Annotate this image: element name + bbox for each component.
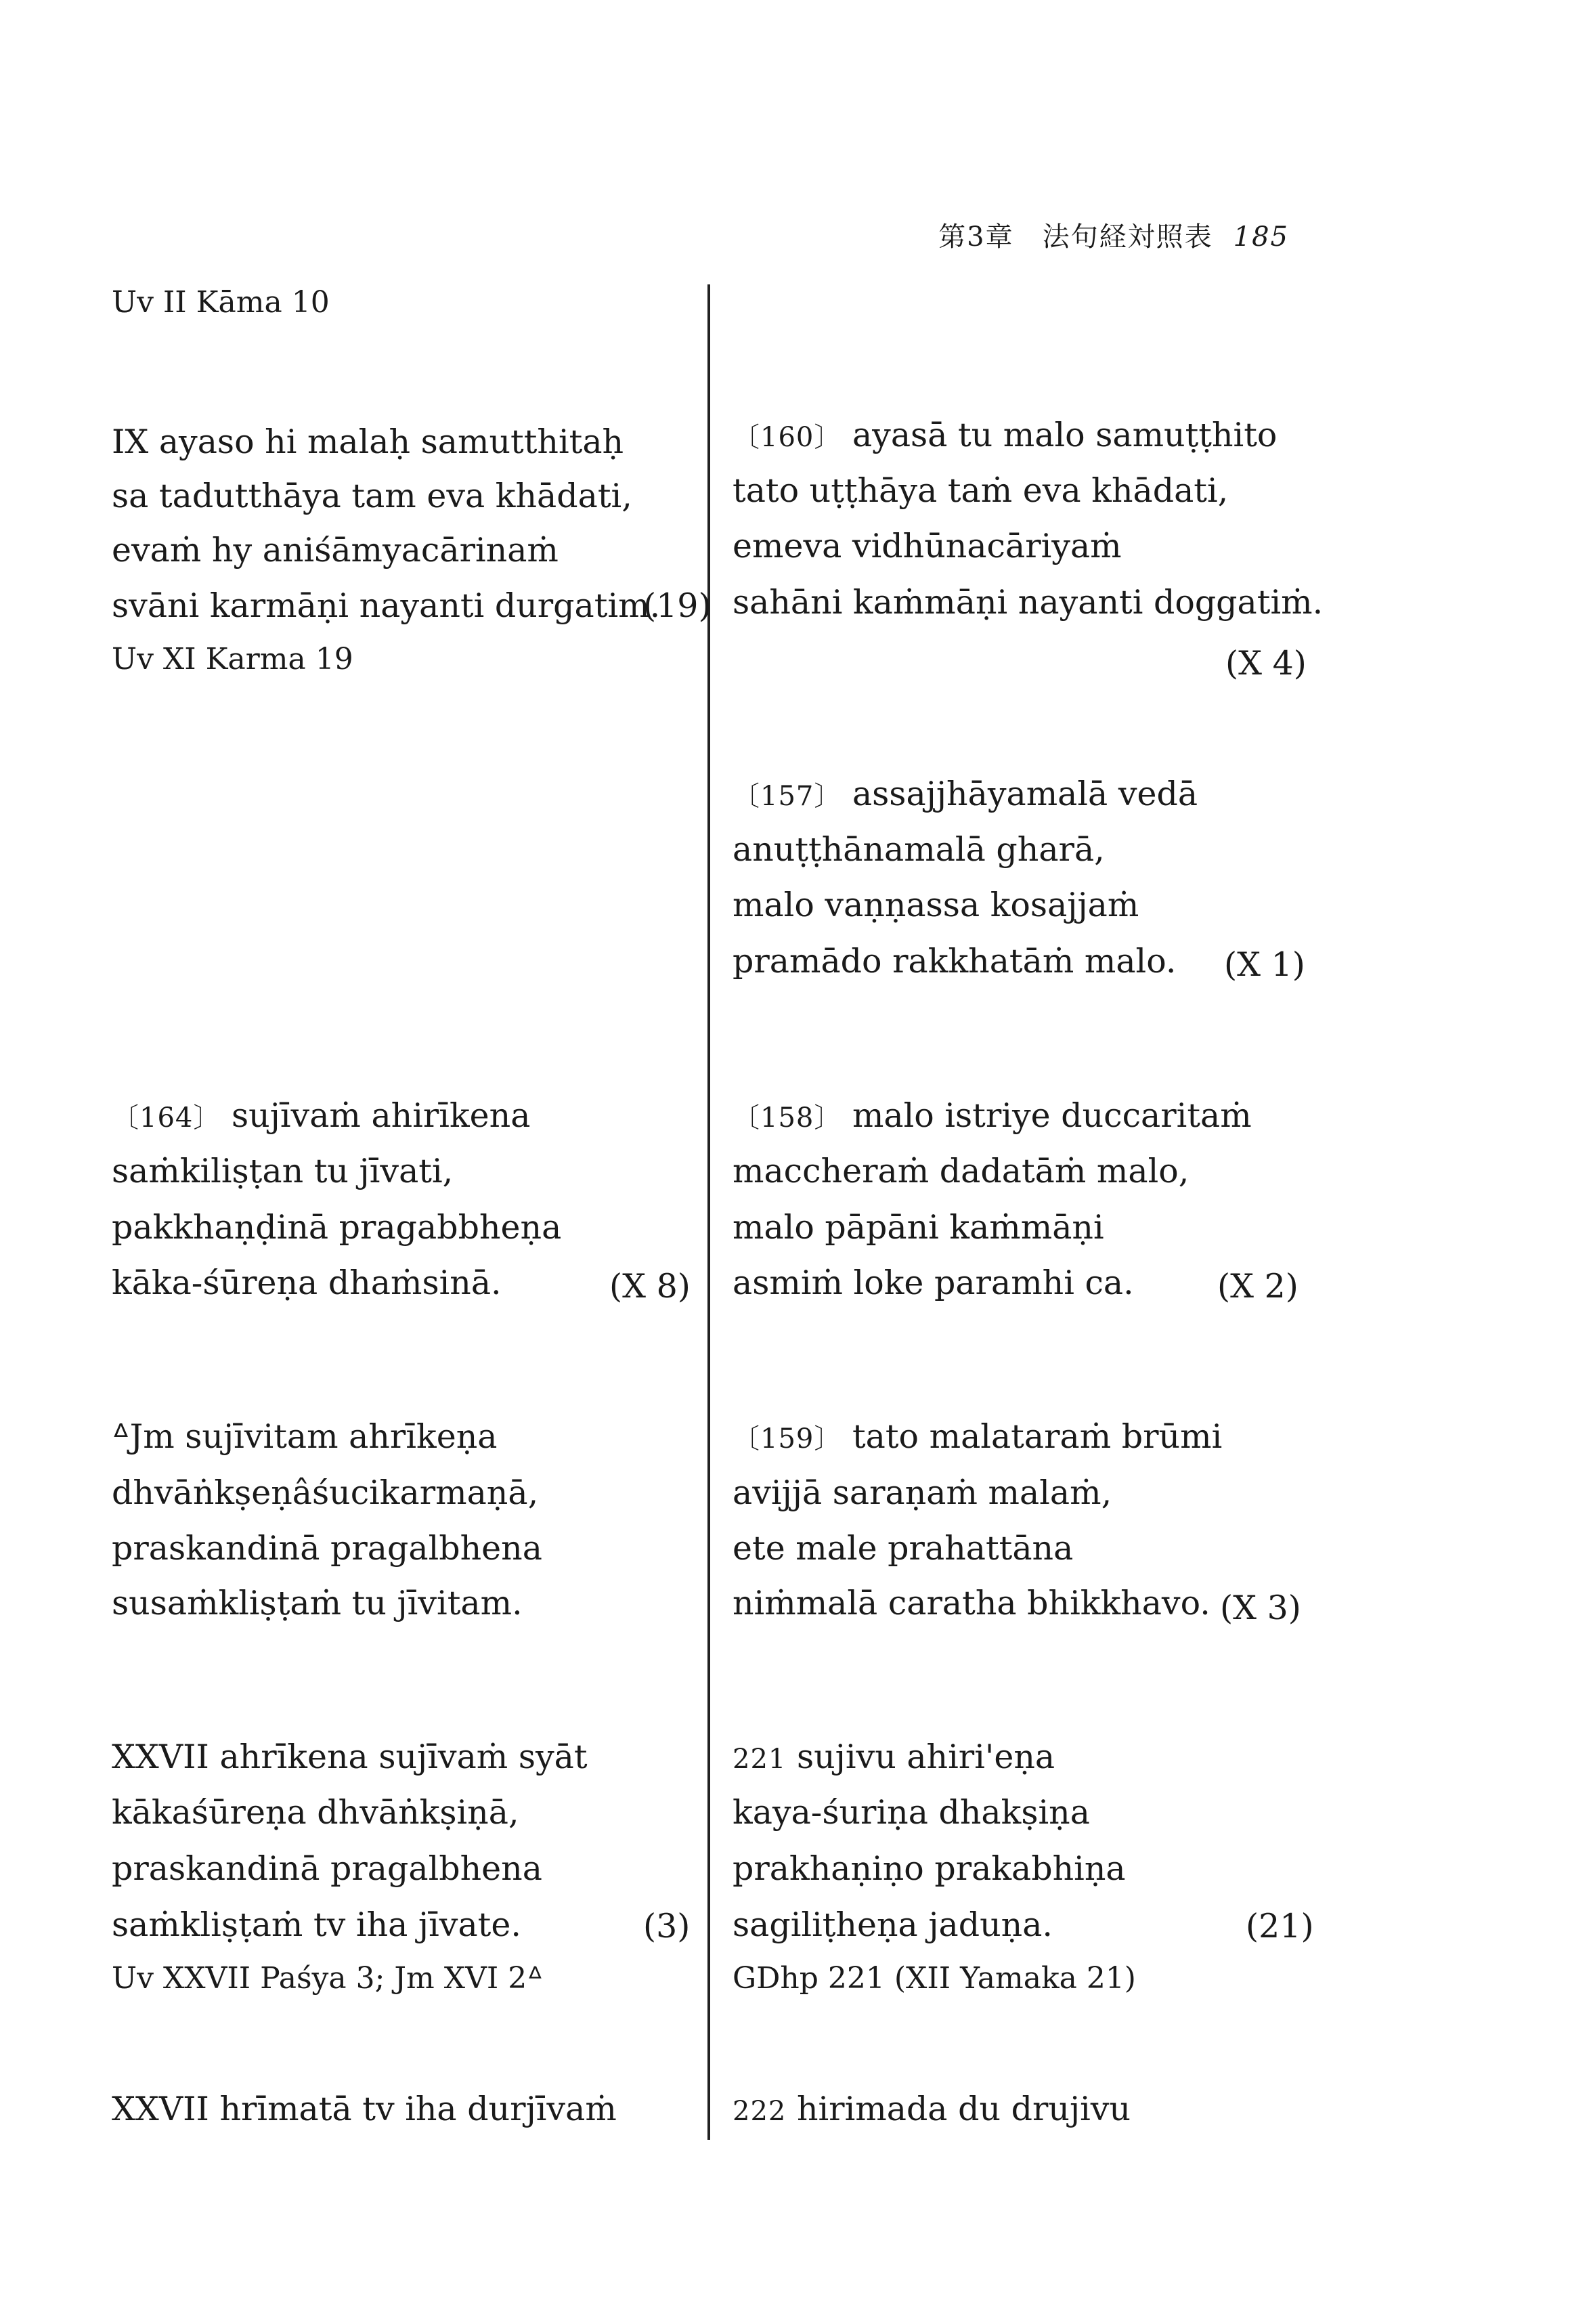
- verse-line: asmiṁ loke paramhi ca.: [733, 1264, 1134, 1302]
- verse-line: prakhaṇiṇo prakabhiṇa: [733, 1849, 1126, 1888]
- verse-line: 〔158〕 malo istriye duccaritaṁ: [733, 1096, 1252, 1135]
- verse-line: avijjā saraṇaṁ malaṁ,: [733, 1473, 1112, 1512]
- ref-gdhp: GDhp 221 (XII Yamaka 21): [733, 1961, 1136, 1996]
- verse-line: sa tadutthāya tam eva khādati,: [112, 477, 632, 515]
- verse-number: 222: [733, 2096, 787, 2127]
- verse-line: saṁkliṣṭaṁ tv iha jīvate.: [112, 1906, 521, 1944]
- verse-line: XXVII ahrīkena sujīvaṁ syāt: [112, 1738, 588, 1776]
- header-title: 第3章 法句経対照表: [938, 221, 1213, 253]
- verse-line: evaṁ hy aniśāmyacārinaṁ: [112, 531, 559, 569]
- verse-mark: (X 1): [1224, 945, 1305, 984]
- verse-line: praskandinā pragalbhena: [112, 1529, 542, 1568]
- verse-line: malo vaṇṇassa kosajjaṁ: [733, 886, 1139, 924]
- verse-line: dhvāṅkṣeṇâśucikarmaṇā,: [112, 1473, 539, 1512]
- verse-line: tato uṭṭhāya taṁ eva khādati,: [733, 471, 1229, 510]
- verse-line: kāka-śūreṇa dhaṁsinā.: [112, 1264, 502, 1302]
- verse-line: 〔159〕 tato malataraṁ brūmi: [733, 1417, 1223, 1456]
- verse-line: niṁmalā caratha bhikkhavo.: [733, 1584, 1210, 1622]
- verse-number: 〔160〕: [733, 422, 842, 453]
- verse-line: pakkhaṇḍinā pragabbheṇa: [112, 1208, 562, 1247]
- column-divider: [707, 284, 710, 2140]
- verse-line: sagiliṭheṇa jaduṇa.: [733, 1906, 1053, 1944]
- verse-mark: (21): [1246, 1907, 1314, 1945]
- verse-mark: (X 8): [609, 1267, 691, 1306]
- verse-line: praskandinā pragalbhena: [112, 1849, 542, 1888]
- page-number: 185: [1233, 221, 1289, 253]
- verse-line: emeva vidhūnacāriyaṁ: [733, 527, 1122, 565]
- verse-number: 〔159〕: [733, 1423, 842, 1455]
- verse-mark: (X 2): [1217, 1267, 1298, 1306]
- verse-number: 〔164〕: [112, 1102, 221, 1134]
- verse-line: 221 sujivu ahiri'eṇa: [733, 1738, 1055, 1776]
- ref-uv-karma: Uv XI Karma 19: [112, 642, 353, 676]
- verse-line: XXVII hrīmatā tv iha durjīvaṁ: [112, 2090, 617, 2128]
- verse-line: ᐞJm sujīvitam ahrīkeṇa: [112, 1417, 498, 1456]
- verse-number: 221: [733, 1744, 787, 1775]
- verse-line: malo pāpāni kaṁmāṇi: [733, 1208, 1104, 1247]
- ref-uv-kama: Uv II Kāma 10: [112, 285, 330, 320]
- verse-line: maccheraṁ dadatāṁ malo,: [733, 1152, 1189, 1190]
- verse-line: saṁkiliṣṭan tu jīvati,: [112, 1152, 454, 1190]
- verse-line: kaya-śuriṇa dhakṣiṇa: [733, 1793, 1090, 1832]
- verse-line: IX ayaso hi malaḥ samutthitaḥ: [112, 423, 624, 461]
- verse-number: 〔157〕: [733, 781, 842, 812]
- verse-line: kākaśūreṇa dhvāṅkṣiṇā,: [112, 1793, 519, 1832]
- verse-line: ete male prahattāna: [733, 1529, 1074, 1568]
- verse-line: pramādo rakkhatāṁ malo.: [733, 942, 1177, 981]
- ref-uv-pasya: Uv XXVII Paśya 3; Jm XVI 2ᐞ: [112, 1961, 544, 1996]
- verse-number: 〔158〕: [733, 1102, 842, 1134]
- running-header: [938, 215, 1289, 254]
- verse-line: anuṭṭhānamalā gharā,: [733, 830, 1105, 869]
- verse-mark: (3): [643, 1907, 691, 1945]
- verse-line: 〔160〕 ayasā tu malo samuṭṭhito: [733, 416, 1278, 454]
- verse-line: svāni karmāṇi nayanti durgatim.: [112, 586, 661, 625]
- verse-mark: (X 3): [1220, 1589, 1301, 1627]
- verse-line: 〔164〕 sujīvaṁ ahirīkena: [112, 1096, 531, 1135]
- verse-line: sahāni kaṁmāṇi nayanti doggatiṁ.: [733, 583, 1324, 622]
- verse-mark: (X 4): [1225, 644, 1307, 683]
- verse-line: 222 hirimada du drujivu: [733, 2090, 1131, 2128]
- verse-line: 〔157〕 assajjhāyamalā vedā: [733, 775, 1198, 813]
- verse-mark: (19): [643, 586, 712, 625]
- verse-line: susaṁkliṣṭaṁ tu jīvitam.: [112, 1584, 523, 1622]
